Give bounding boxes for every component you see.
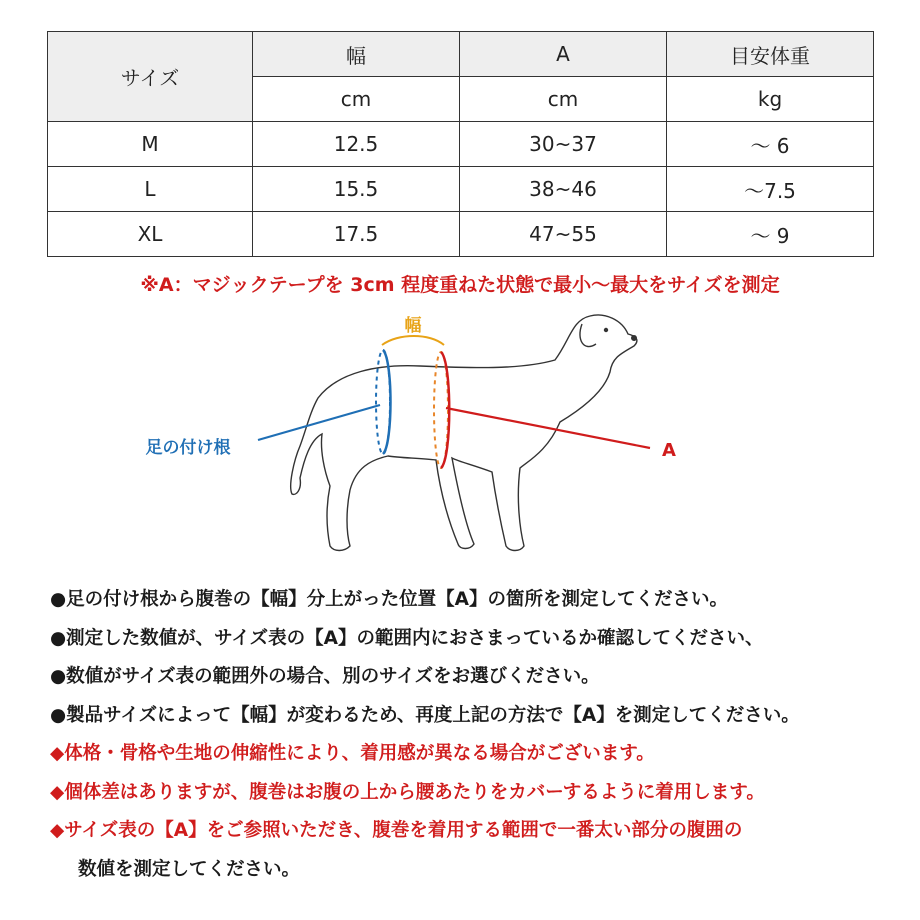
size-table [47,31,874,257]
width-cell: 17.5 [253,212,460,257]
a-label: A [662,440,676,461]
root-ring-front [383,350,391,454]
eye-icon [604,328,608,332]
instruction-item: ●製品サイズによって【幅】が変わるため、再度上記の方法で【A】を測定してください。 [50,704,800,726]
width-cell: 15.5 [253,167,460,212]
size-cell: XL [48,212,253,257]
instruction-item: ●足の付け根から腹巻の【幅】分上がった位置【A】の箇所を測定してください。 [50,589,728,610]
weight-cell: ～ 6 [667,122,874,167]
table-row [48,167,874,212]
size-cell: M [48,122,253,167]
instruction-item: ●数値がサイズ表の範囲外の場合、別のサイズをお選びください。 [50,666,600,687]
table-row [48,122,874,167]
dog-diagram [0,300,920,570]
column-header-width: 幅 [253,32,460,77]
width-cell: 12.5 [253,122,460,167]
column-header-a: A [460,32,667,77]
size-header-cell: サイズ [48,32,253,122]
column-header-weight: 目安体重 [667,32,874,77]
width-label: 幅 [404,316,422,336]
caution-item: ◆体格・骨格や生地の伸縮性により、着用感が異なる場合がございます。 [50,743,655,764]
instruction-list [50,584,800,892]
root-pointer [258,405,380,440]
weight-cell: ～7.5 [667,167,874,212]
table-row [48,212,874,257]
a-cell: 47~55 [460,212,667,257]
instruction-item: ●測定した数値が、サイズ表の【A】の範囲内におさまっているか確認してください、 [50,627,764,649]
width-arc [382,336,444,345]
root-label: 足の付け根 [145,438,231,458]
weight-cell: ～ 9 [667,212,874,257]
caution-item: ◆サイズ表の【A】をご参照いただき、腹巻を着用する範囲で一番太い部分の腹囲の [50,820,743,841]
dog-silhouette [291,315,637,551]
a-cell: 38~46 [460,167,667,212]
measurement-note: ※A：マジックテープを 3cm 程度重ねた状態で最小～最大をサイズを測定 [140,274,780,296]
nose-icon [631,335,637,341]
a-cell: 30~37 [460,122,667,167]
unit-width: cm [253,77,460,122]
caution-item-continuation: 数値を測定してください。 [78,858,301,880]
caution-item: ◆個体差はありますが、腹巻はお腹の上から腰あたりをカバーするように着用します。 [50,781,765,803]
unit-weight: kg [667,77,874,122]
unit-a: cm [460,77,667,122]
size-cell: L [48,167,253,212]
